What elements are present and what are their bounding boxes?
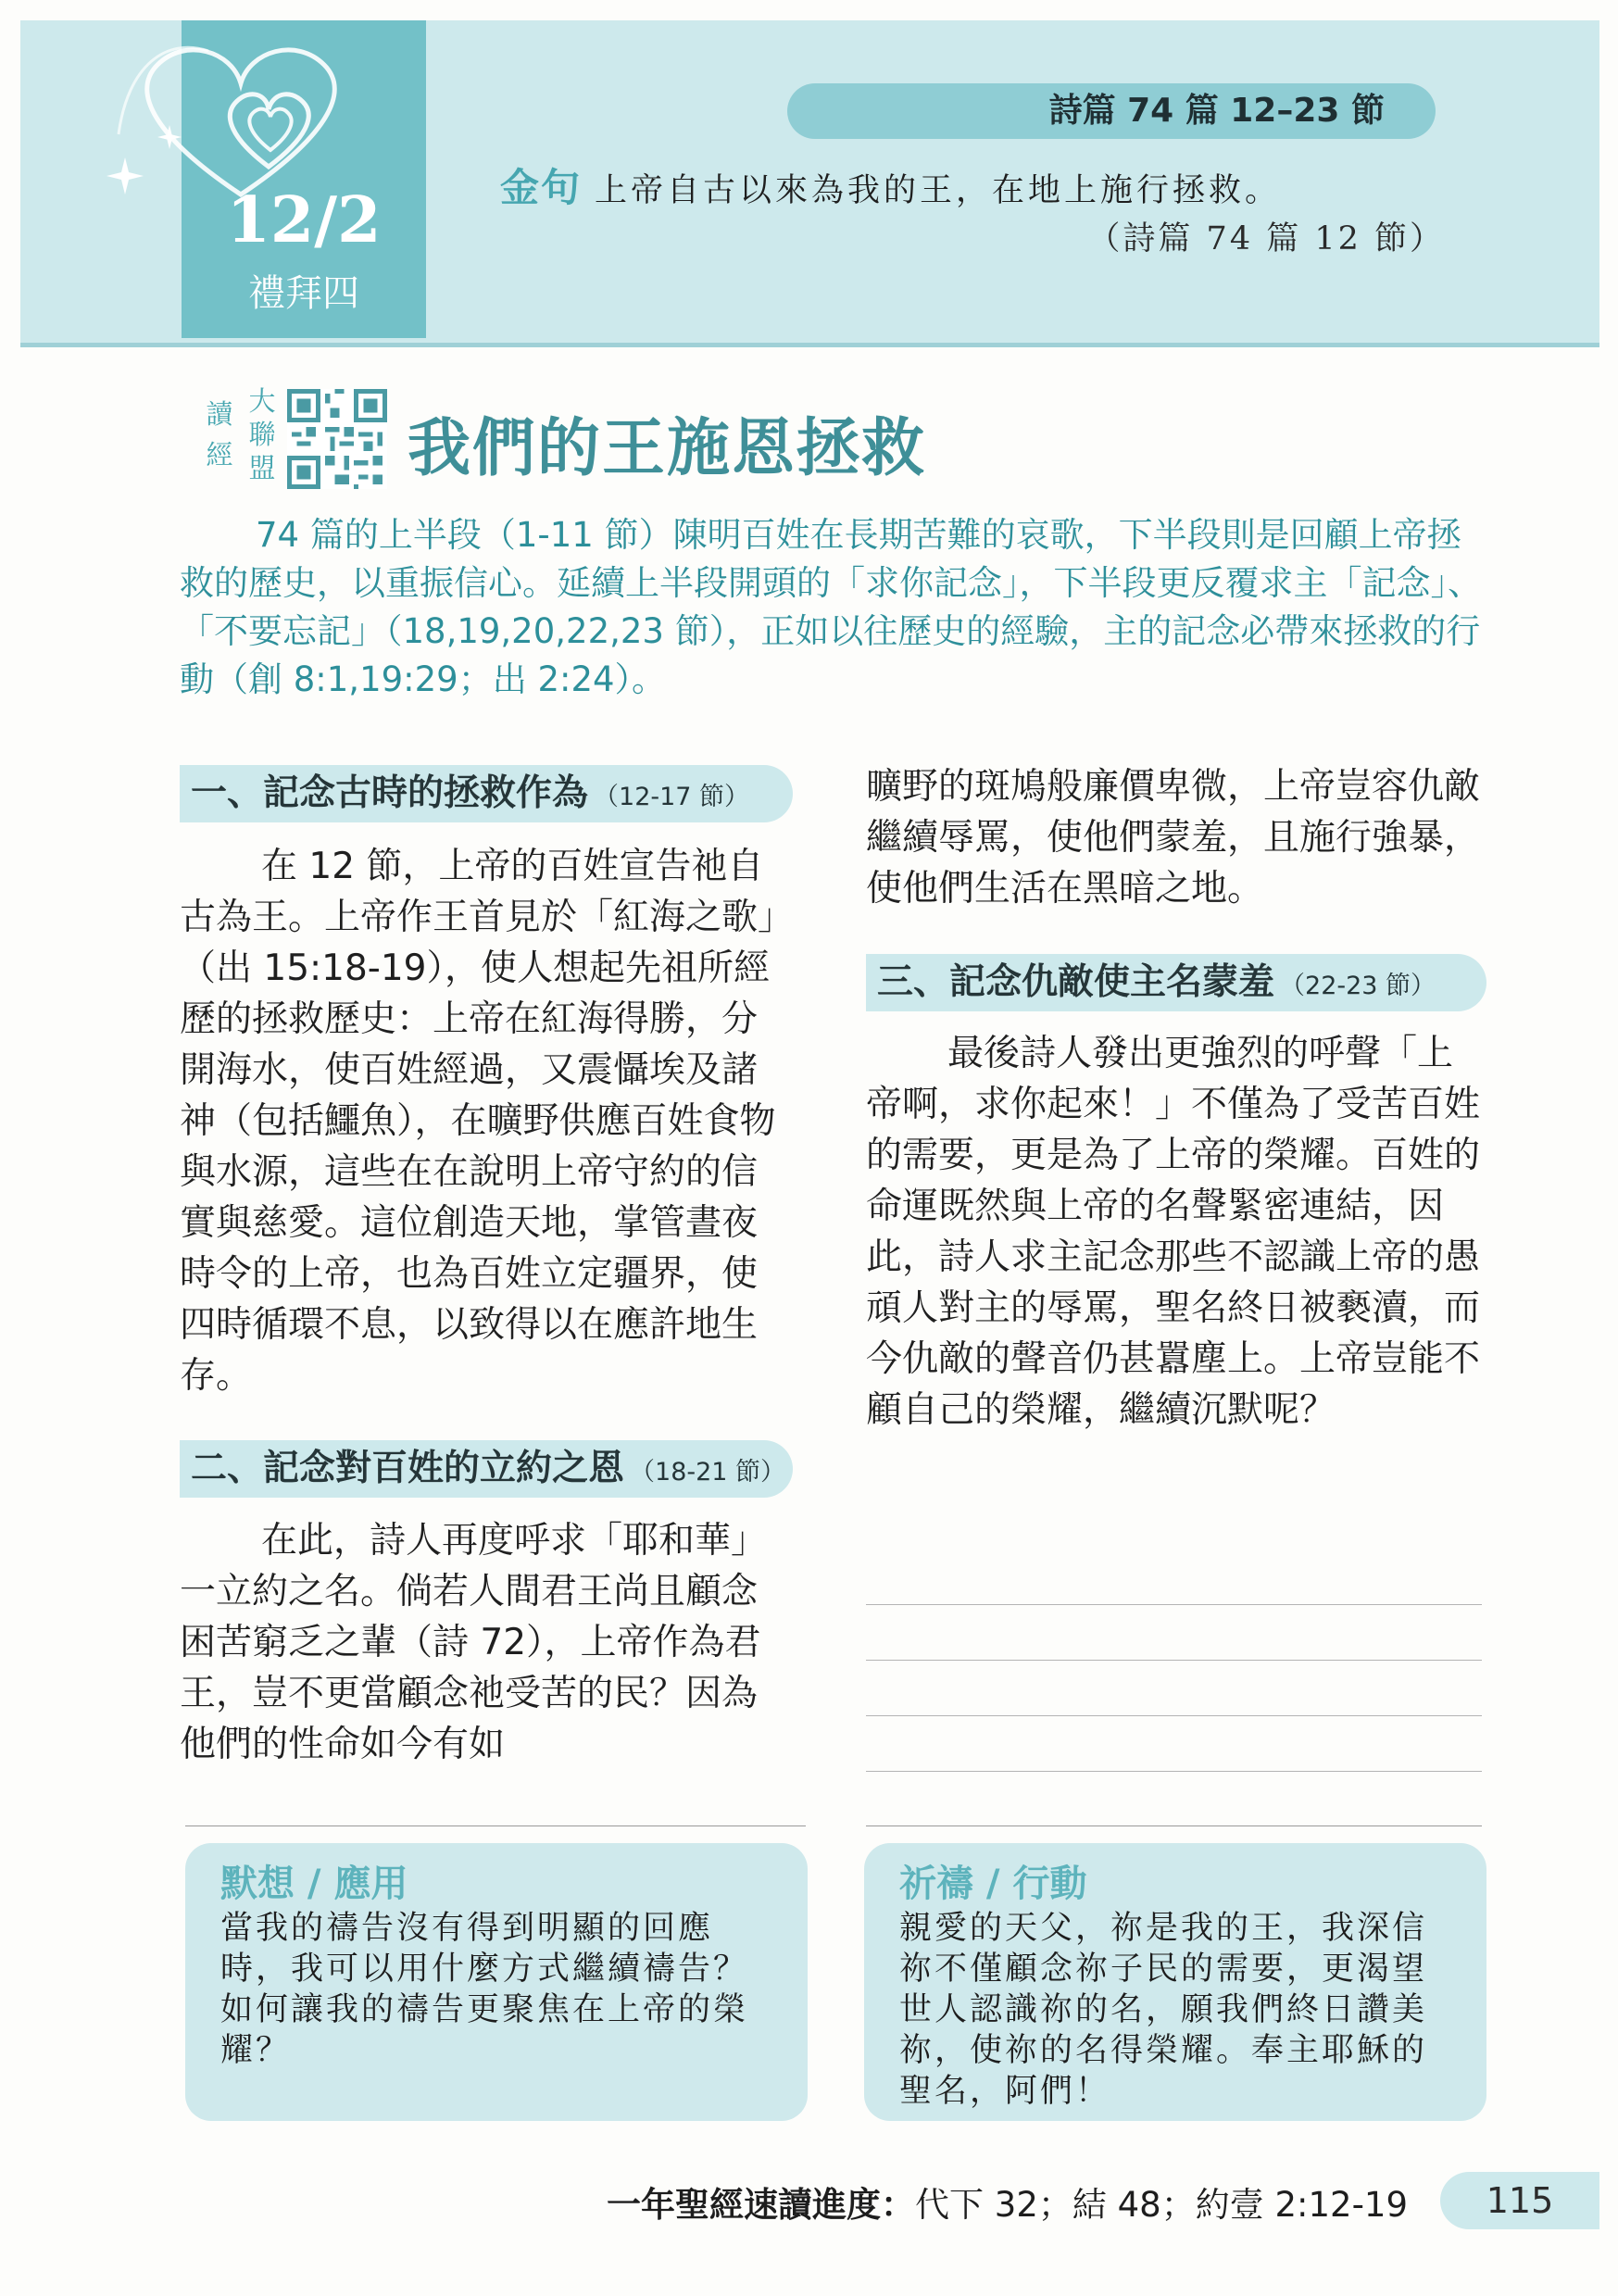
qr-label-char: 盟: [248, 452, 276, 483]
note-line[interactable]: [866, 1660, 1482, 1661]
passage-reference: 詩篇 74 篇 12–23 節: [787, 83, 1436, 139]
qr-label-char: 經: [206, 439, 233, 470]
page-title: 我們的王施恩拯救: [408, 411, 927, 485]
section-heading-3: [866, 954, 1486, 1011]
section-title: 一、記念古時的拯救作為: [191, 772, 589, 814]
qr-code-icon[interactable]: [287, 389, 387, 489]
golden-verse: [500, 157, 1454, 213]
weekday: 禮拜四: [248, 272, 359, 315]
qr-label-char: 大: [248, 385, 276, 417]
prayer-text: 親愛的天父，祢是我的王，我深信祢不僅顧念祢子民的需要，更渴望世人認識祢的名，願我們終日讚美祢，使祢的名得榮耀。奉主耶穌的聖名，阿們！: [899, 1910, 1428, 2110]
date: 12/2: [226, 183, 382, 257]
section-body-2-continued: 曠野的斑鳩般廉價卑微，上帝豈容仇敵繼續辱罵，使他們蒙羞，且施行強暴，使他們生活在黑暗之地。: [866, 766, 1481, 910]
section-heading-1: [180, 765, 793, 822]
golden-verse-ref: （詩篇 74 篇 12 節）: [1087, 220, 1445, 257]
section-ref: （18-21 節）: [630, 1458, 786, 1487]
golden-verse-text: 上帝自古以來為我的王，在地上施行拯救。: [595, 172, 1282, 209]
section-body-1: 在 12 節，上帝的百姓宣告祂自古為王。上帝作王首見於「紅海之歌」（出 15:18-19），使人想起先祖所經歷的拯救歷史：上帝在紅海得勝，分開海水，使百姓經過，又震懾埃及諸神（包括鱷魚），在曠野供應百姓食物與水源，這些在在說明上帝守約的信實與慈愛。這位創造天地，掌管晝夜時令的上帝，也為百姓立定疆界，使四時循環不息，以致得以在應許地生存。: [180, 846, 776, 1397]
section-title: 二、記念對百姓的立約之恩: [191, 1448, 625, 1489]
section-heading-2: [180, 1440, 793, 1498]
prayer-box: [864, 1843, 1486, 2121]
sparkle-icon: [157, 125, 182, 149]
section-body-2: 在此，詩人再度呼求「耶和華」一立約之名。倘若人間君王尚且顧念困苦窮乏之輩（詩 72），上帝作為君王，豈不更當顧念祂受苦的民？因為他們的性命如今有如: [180, 1520, 768, 1765]
section-ref: （22-23 節）: [1280, 972, 1436, 1000]
sparkle-icon: [107, 157, 144, 194]
intro-paragraph: 74 篇的上半段（1-11 節）陳明百姓在長期苦難的哀歌，下半段則是回顧上帝拯救的歷史，以重振信心。延續上半段開頭的「求你記念」，下半段更反覆求主「記念」、「不要忘記」（18,19,20,22,23 節），正如以往歷史的經驗，主的記念必帶來拯救的行動（創 8:1,19:29；出 2:24）。: [180, 515, 1482, 699]
note-line[interactable]: [866, 1715, 1482, 1716]
section-ref: （12-17 節）: [594, 783, 750, 811]
note-line[interactable]: [866, 1771, 1482, 1772]
reading-progress-label: 一年聖經速讀進度：: [607, 2185, 916, 2225]
section-body-3: 最後詩人發出更強烈的呼聲「上帝啊，求你起來！」不僅為了受苦百姓的需要，更是為了上帝的榮耀。百姓的命運既然與上帝的名聲緊密連結，因此，詩人求主記念那些不認識上帝的愚頑人對主的辱罵，聖名終日被褻瀆，而今仇敵的聲音仍甚囂塵上。上帝豈能不顧自己的榮耀，繼續沉默呢？: [866, 1033, 1481, 1431]
note-line[interactable]: [866, 1604, 1482, 1605]
meditation-text: 當我的禱告沒有得到明顯的回應時，我可以用什麼方式繼續禱告？如何讓我的禱告更聚焦在上帝的榮耀？: [220, 1910, 749, 2069]
section-title: 三、記念仇敵使主名蒙羞: [877, 961, 1275, 1003]
qr-label-char: 聯: [248, 419, 276, 450]
qr-label-right: [246, 384, 278, 484]
reading-progress-value: 代下 32；結 48；約壹 2:12-19: [915, 2185, 1408, 2225]
qr-label-left: [204, 394, 235, 475]
prayer-title: 祈禱 / 行動: [899, 1863, 1087, 1905]
meditation-title: 默想 / 應用: [220, 1863, 408, 1905]
qr-label-char: 讀: [206, 398, 233, 430]
golden-verse-label: 金句: [500, 165, 583, 210]
page-number: 115: [1440, 2172, 1599, 2229]
meditation-box: [185, 1843, 808, 2121]
reading-progress: [556, 2177, 1408, 2227]
